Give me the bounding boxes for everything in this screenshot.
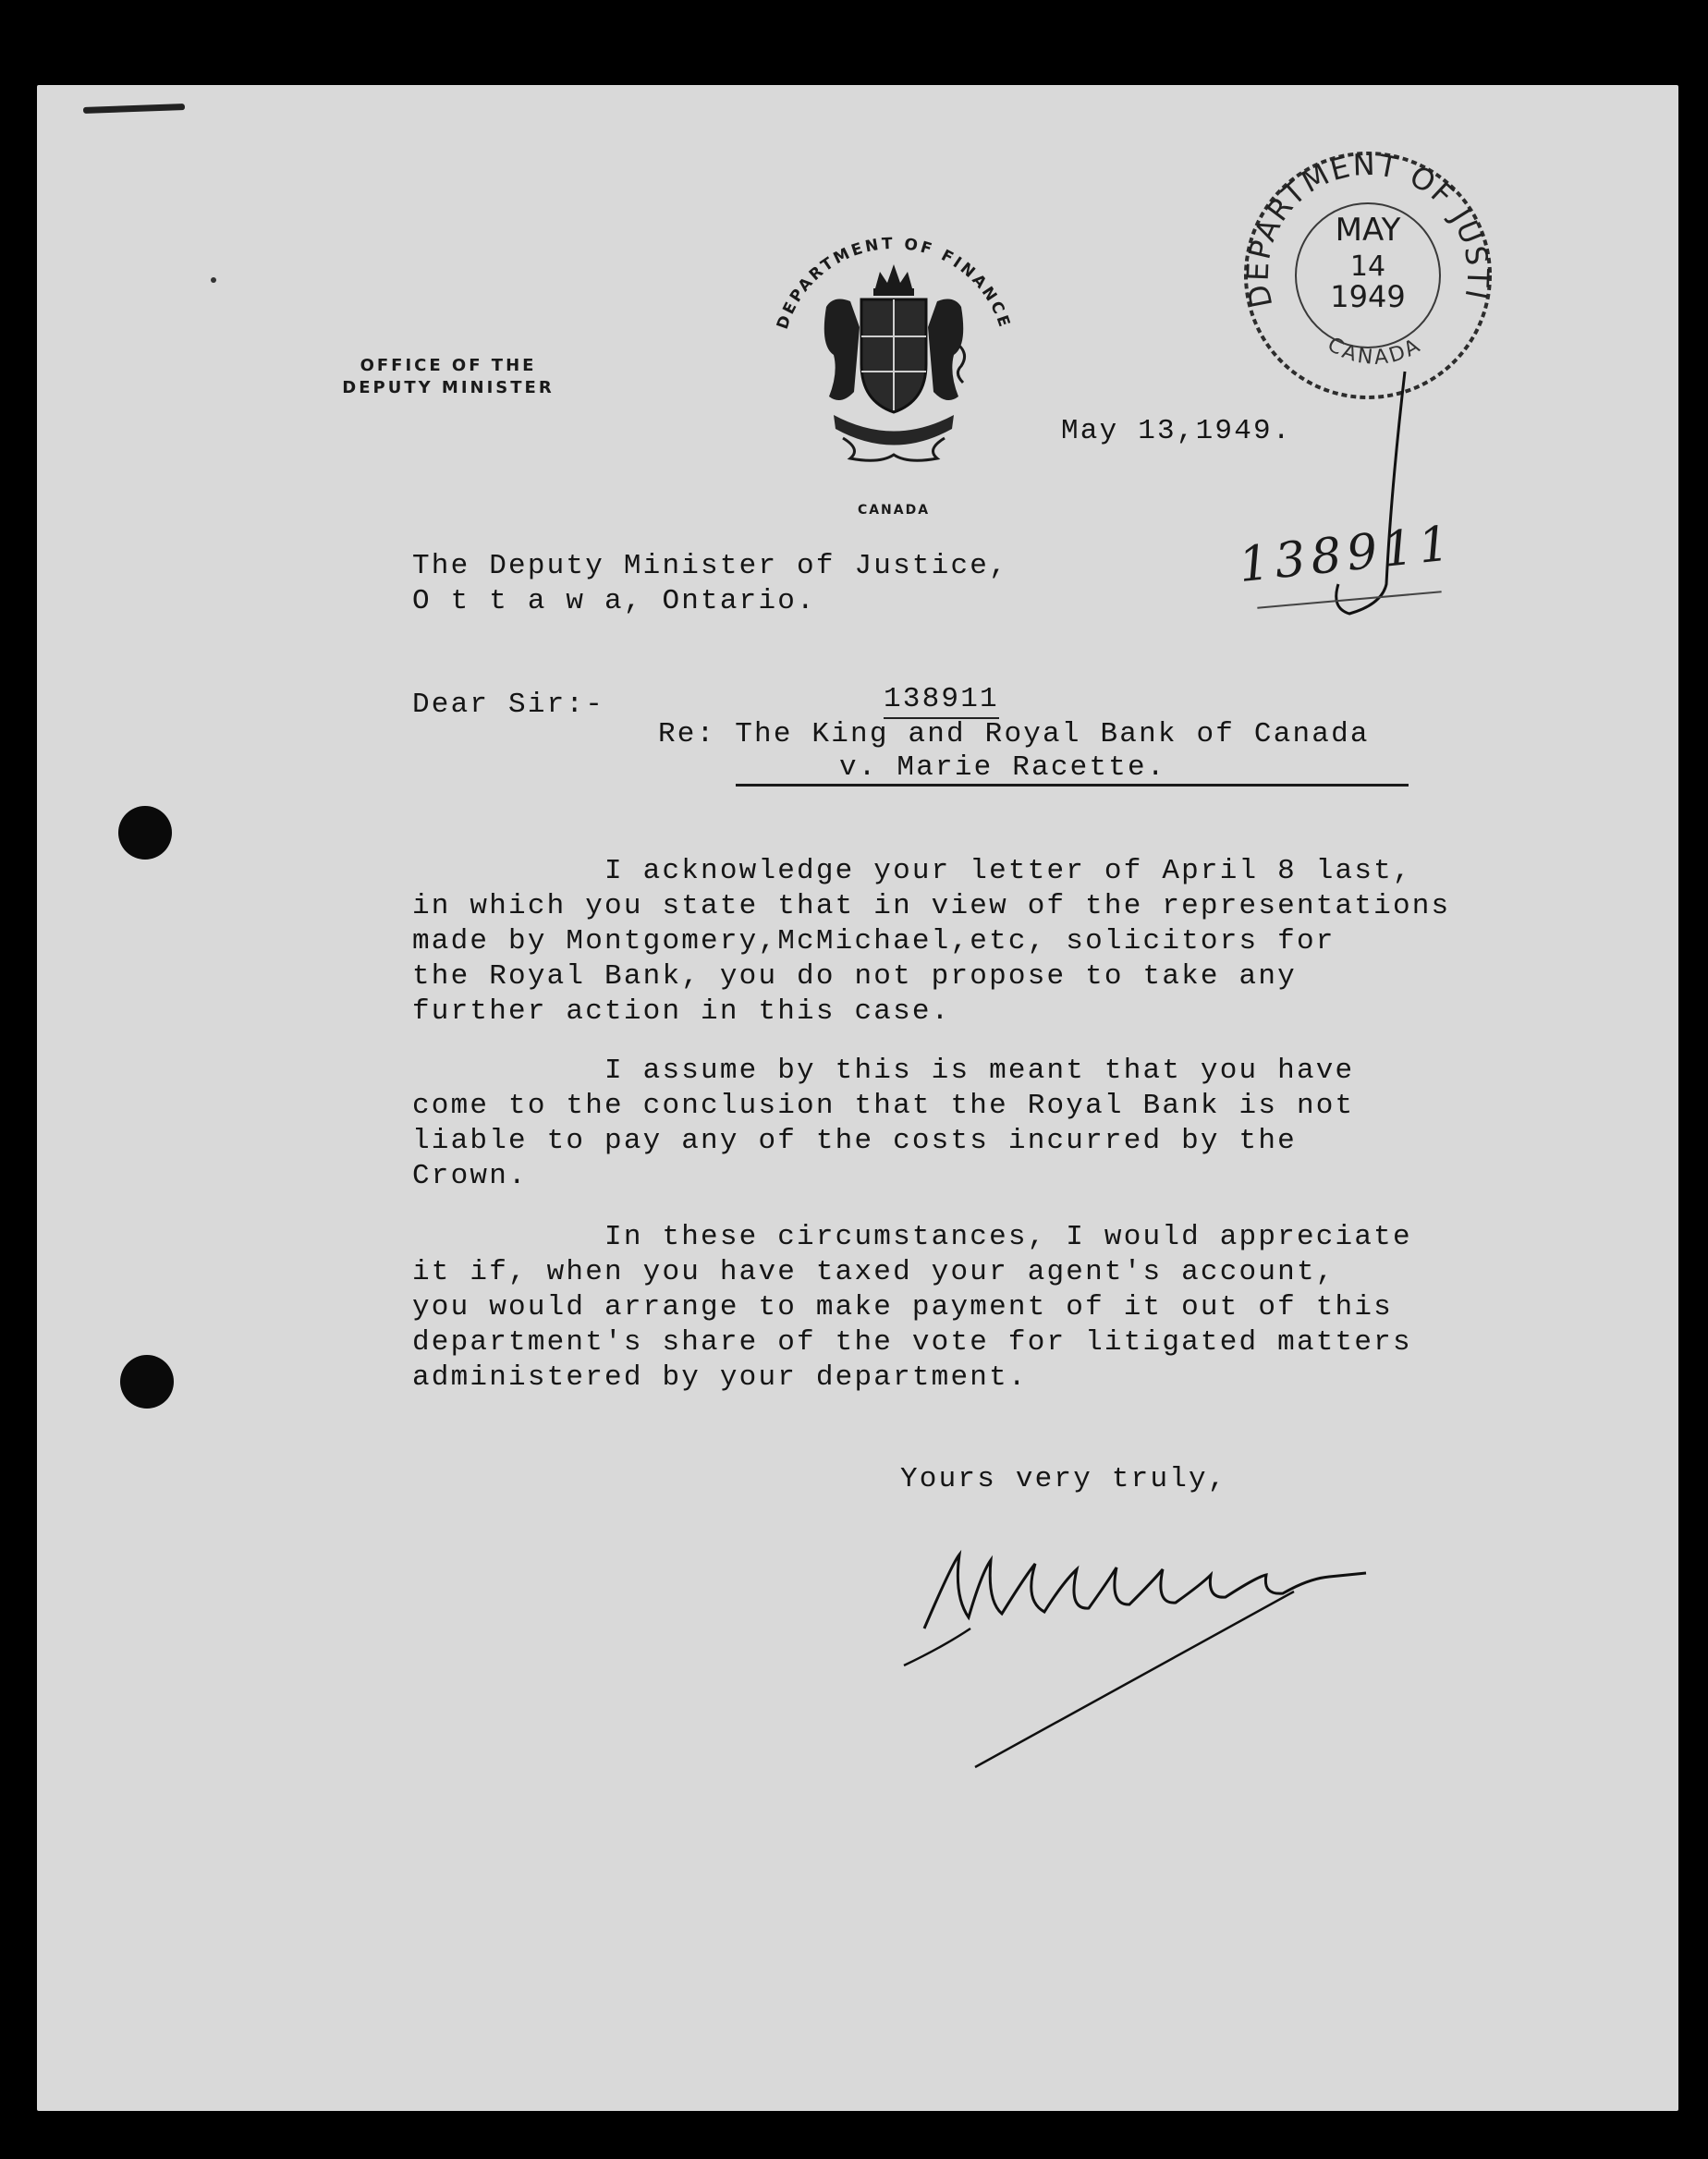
paragraph-1 — [412, 854, 1450, 1030]
closing: Yours very truly, — [900, 1463, 1227, 1495]
recipient-line-2: O t t a w a, Ontario. — [412, 585, 816, 617]
stamp-arc-text: DEPARTMENT OF JUSTI — [1239, 146, 1496, 311]
crest-country-text: CANADA — [857, 503, 931, 518]
office-line-1: OFFICE OF THE — [360, 356, 537, 375]
margin-mark — [83, 104, 185, 114]
paragraph-2 — [412, 1054, 1354, 1194]
paragraph-1-line: the Royal Bank, you do not propose to take any — [412, 960, 1297, 993]
letter-page — [37, 85, 1678, 2111]
paragraph-3-line: it if, when you have taxed your agent's account, — [412, 1256, 1336, 1288]
paragraph-2-line: Crown. — [412, 1160, 528, 1192]
re-line-1: Re: The King and Royal Bank of Canada — [658, 718, 1370, 750]
paragraph-3-line: In these circumstances, I would appreciate — [412, 1221, 1412, 1253]
department-crest — [741, 207, 1046, 531]
stamp-month: MAY — [1335, 212, 1401, 249]
paragraph-1-line: made by Montgomery,McMichael,etc, solicitors for — [412, 925, 1336, 958]
office-heading — [296, 355, 601, 399]
letter-date: May 13,1949. — [1061, 415, 1292, 447]
handwritten-file-number: 138911 — [1236, 515, 1458, 594]
stamp-day: 14 — [1349, 250, 1386, 283]
paragraph-2-line: liable to pay any of the costs incurred by the — [412, 1125, 1297, 1157]
punch-hole-top — [118, 806, 172, 860]
paragraph-1-line: in which you state that in view of the representations — [412, 890, 1451, 922]
paragraph-2-line: I assume by this is meant that you have — [412, 1055, 1355, 1087]
paragraph-2-line: come to the conclusion that the Royal Bank is not — [412, 1090, 1355, 1122]
paragraph-3-line: administered by your department. — [412, 1361, 1028, 1394]
stamp-year: 1949 — [1330, 279, 1406, 314]
signature — [887, 1508, 1460, 1786]
office-line-2: DEPUTY MINISTER — [342, 378, 555, 397]
re-underline — [736, 784, 1409, 787]
paragraph-3-line: department's share of the vote for litigated matters — [412, 1326, 1412, 1359]
punch-hole-bottom — [120, 1355, 174, 1409]
crest-graphic — [741, 207, 1046, 531]
paragraph-3-line: you would arrange to make payment of it out of this — [412, 1291, 1393, 1323]
recipient-line-1: The Deputy Minister of Justice, — [412, 550, 1008, 582]
paragraph-1-line: further action in this case. — [412, 995, 951, 1028]
paragraph-1-line: I acknowledge your letter of April 8 last, — [412, 855, 1412, 887]
reference-file-number: 138911 — [884, 682, 999, 719]
salutation: Dear Sir:- — [412, 689, 605, 721]
stamp-bottom-text: CANADA — [1323, 333, 1426, 371]
crest-arc-text: DEPARTMENT OF FINANCE — [773, 234, 1015, 332]
ink-dot — [211, 277, 216, 283]
re-line-2: v. Marie Racette. — [839, 751, 1166, 784]
paragraph-3 — [412, 1220, 1412, 1396]
